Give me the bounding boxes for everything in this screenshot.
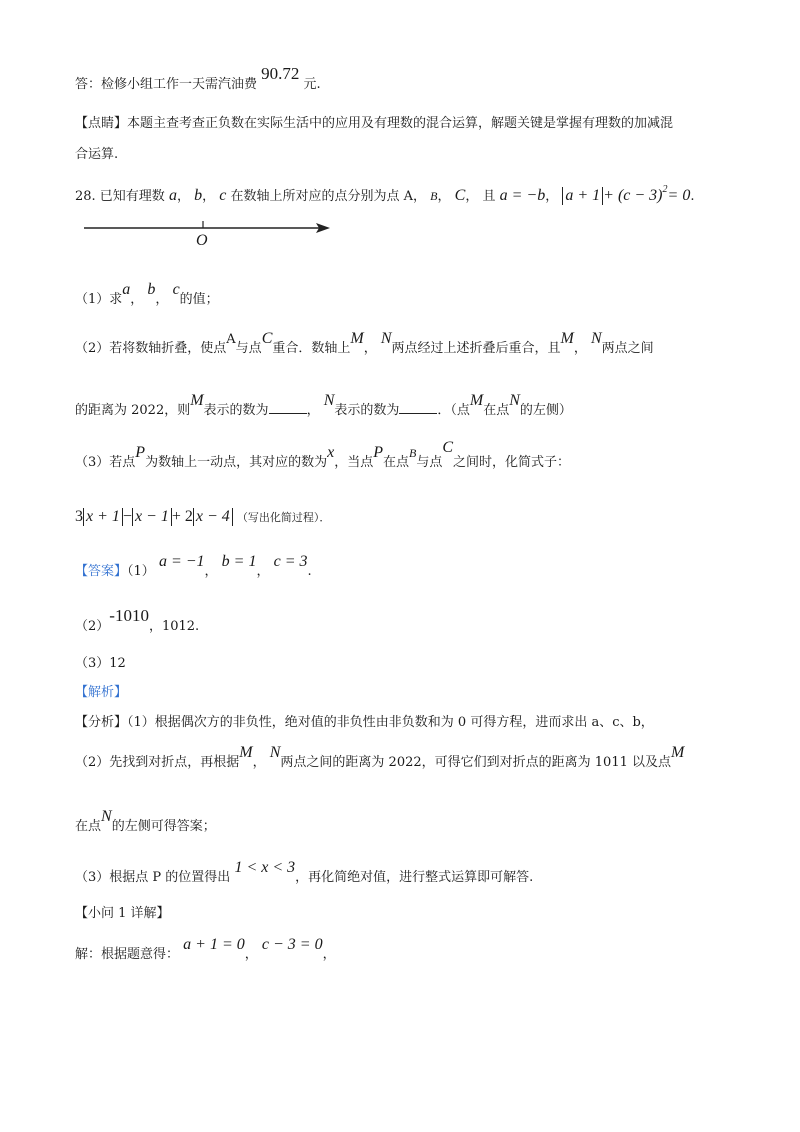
comment-text-2: 合运算.	[75, 147, 119, 162]
sq-base: + (c − 3)	[603, 187, 663, 204]
part-3-expression	[75, 508, 330, 526]
expr-abs-x-plus-1: x + 1	[83, 508, 123, 526]
analysis-N2: N	[101, 808, 112, 825]
part1-var-a: a	[122, 281, 131, 298]
part3-x: x	[327, 444, 335, 461]
analysis-l1: （1）根据偶次方的非负性，绝对值的非负性由非负数和为 0 可得方程，进而求出 a、c、b，	[127, 715, 654, 730]
part2-l2c: 表示的数为	[334, 403, 400, 418]
part2-l2b: 表示的数为	[203, 403, 269, 418]
part-3-line-1	[75, 439, 571, 470]
analysis-N: N	[269, 744, 281, 761]
part2-t2: 重合．数轴上	[272, 341, 351, 356]
q28-and: 且	[482, 189, 496, 204]
part-1: （1）求a， b， c的值；	[75, 281, 219, 307]
part1-label: （1）求	[75, 292, 123, 307]
analysis-l4a: （3）根据点 P 的位置得出	[75, 870, 231, 885]
analysis-tag: 【解析】	[75, 685, 128, 700]
sq-exponent: 2	[662, 184, 668, 195]
comma-2: ，	[322, 947, 336, 962]
analysis-l2a: （2）先找到对折点，再根据	[75, 755, 240, 770]
part2-point-A: A	[226, 332, 236, 347]
analysis-M: M	[239, 744, 253, 761]
part3-t1: 为数轴上一动点，其对应的数为	[145, 455, 328, 470]
comment-tag: 【点睛】	[75, 116, 128, 131]
part2-t1: 与点	[235, 341, 262, 356]
part2-l2f: 的左侧）	[519, 403, 572, 418]
origin-label: O	[196, 232, 208, 249]
point-B: B	[430, 189, 438, 203]
part3-B: B	[409, 446, 417, 460]
eq-zero: = 0	[667, 187, 691, 204]
part2-label: （2）若将数轴折叠，使点	[75, 341, 227, 356]
answer-p3: （3）12	[75, 656, 126, 671]
detail-tag: 【小问 1 详解】	[75, 906, 170, 921]
abs-a-plus-1: a + 1	[562, 187, 603, 205]
analysis-line-3	[75, 808, 216, 834]
analysis-l3a: 在点	[75, 819, 102, 834]
part3-P: P	[135, 444, 146, 461]
equation-a-neg-b: a = −b	[499, 187, 546, 204]
answer-tag: 【答案】	[75, 564, 128, 579]
var-a: a	[168, 187, 177, 204]
number-line	[80, 215, 350, 255]
analysis-line-4	[75, 859, 534, 885]
part1-var-c: c	[172, 281, 180, 298]
expr-3: 3	[75, 508, 83, 525]
detail-eq2: c − 3 = 0	[261, 936, 323, 953]
q28-stem-a: 28. 已知有理数	[75, 189, 165, 204]
answer-part-3	[75, 657, 126, 670]
answer-line	[75, 64, 321, 92]
comma-1: ，	[244, 947, 258, 962]
part2-l2a: 的距离为 2022，则	[75, 403, 191, 418]
analysis-l4c: ，再化简绝对值，进行整式运算即可解答.	[295, 870, 534, 885]
part3-label: （3）若点	[75, 455, 136, 470]
blank-M-value[interactable]	[269, 403, 307, 414]
part-2-line-2: 的距离为 2022，则M表示的数为 ， N表示的数为 ．（点M在点N的左侧）	[75, 392, 572, 418]
part1-tail: 的值；	[179, 292, 219, 307]
answer-v1: -1010	[109, 606, 149, 625]
q28-stem-b: 在数轴上所对应的点分别为点	[230, 189, 400, 204]
analysis-line-1	[75, 716, 654, 729]
q28-end: .	[690, 189, 695, 204]
part2-l2d: ．（点	[437, 403, 470, 418]
part3-t5: 之间时，化简式子：	[453, 455, 571, 470]
part2-M3: M	[190, 392, 204, 409]
detail-sol: 解：根据题意得：	[75, 947, 180, 962]
answer-a: a = −1	[158, 553, 205, 570]
answer-end: .	[307, 564, 312, 579]
answer-suffix: 元.	[303, 77, 321, 92]
part3-t2: ，当点	[334, 455, 374, 470]
answer-prefix: 答：检修小组工作一天需汽油费	[75, 77, 258, 92]
analysis-M2: M	[671, 744, 685, 761]
detail-solution	[75, 936, 336, 962]
analysis-line-2: （2）先找到对折点，再根据M， N两点之间的距离为 2022，可得它们到对折点的距离为 1011 以及点M	[75, 744, 685, 770]
answer-part-1: 【答案】（1） a = −1， b = 1， c = 3.	[75, 553, 312, 579]
part2-l2e: 在点	[483, 403, 510, 418]
part2-N4: N	[509, 392, 520, 409]
expr-abs-x-minus-4: x − 4	[193, 508, 233, 526]
answer-p2: （2）	[75, 619, 110, 634]
var-b: b	[194, 187, 203, 204]
analysis-sub-tag: 【分析】	[75, 715, 128, 730]
var-c: c	[219, 187, 227, 204]
part3-t4: 与点	[416, 455, 443, 470]
part2-N: N	[380, 330, 392, 347]
part2-M: M	[350, 330, 364, 347]
part2-M2: M	[560, 330, 574, 347]
expr-minus: −	[122, 508, 132, 525]
question-28-stem: 28. 已知有理数 a， b， c 在数轴上所对应的点分别为点 A， B， C， 且 a = −b， $a + 1 + (c - 3)^2= 0$.	[75, 184, 695, 204]
analysis-l3b: 的左侧可得答案；	[111, 819, 216, 834]
part3-C: C	[442, 439, 454, 456]
comment-line-1	[75, 117, 673, 130]
comment-line-2	[75, 148, 118, 161]
equation-abs-sq	[562, 184, 691, 204]
part2-t3: 两点经过上述折叠后重合，且	[391, 341, 561, 356]
detail-eq1: a + 1 = 0	[183, 936, 245, 953]
expr-abs-x-minus-1: x − 1	[132, 508, 172, 526]
blank-N-value[interactable]	[399, 403, 437, 414]
part2-N3: N	[323, 392, 335, 409]
answer-c: c = 3	[273, 553, 308, 570]
analysis-l2b: 两点之间的距离为 2022，可得它们到对折点的距离为 1011 以及点	[280, 755, 671, 770]
part3-t3: 在点	[382, 455, 409, 470]
expr-plus-2: + 2	[171, 508, 193, 525]
part-2-line-1: （2）若将数轴折叠，使点A与点C重合．数轴上M， N两点经过上述折叠后重合，且M， N两点之间	[75, 330, 654, 356]
answer-b: b = 1	[221, 553, 257, 570]
part2-point-C: C	[261, 330, 273, 347]
part1-var-b: b	[147, 281, 156, 298]
answer-p1: （1）	[127, 564, 155, 579]
part2-M4: M	[469, 392, 484, 409]
point-A: A	[403, 189, 414, 204]
part2-t4: 两点之间	[601, 341, 654, 356]
comment-text-1: 本题主查考查正负数在实际生活中的应用及有理数的混合运算，解题关键是掌握有理数的加减混	[127, 116, 674, 131]
answer-v2: ，1012.	[148, 619, 200, 634]
analysis-range: 1 < x < 3	[234, 859, 296, 876]
part2-N2: N	[591, 330, 602, 347]
part3-P2: P	[373, 444, 383, 461]
answer-part-2	[75, 606, 200, 634]
part3-note: （写出化简过程）．	[236, 511, 331, 524]
answer-value: 90.72	[261, 64, 300, 83]
point-C: C	[454, 187, 466, 204]
